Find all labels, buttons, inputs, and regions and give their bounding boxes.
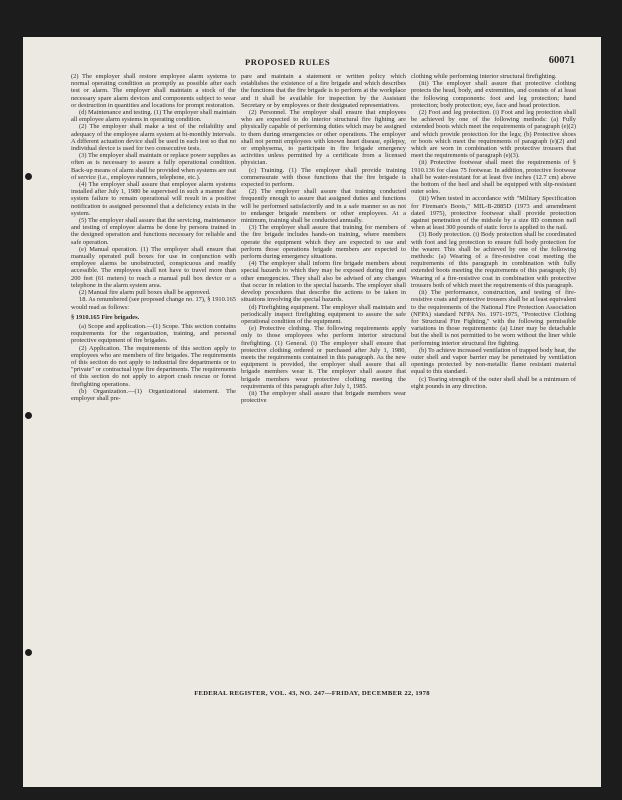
paragraph: (c) Tearing strength of the outer shell shall be a minimum of eight pounds in any direction. <box>411 375 576 390</box>
punch-hole <box>25 173 32 180</box>
paragraph: (2) Foot and leg protection. (i) Foot and leg protection shall be achieved by one of the following methods: (a) Fully extended boots which meet the requirements of paragraph (e)(2) and which provide protection for the legs; (b) Protective shoes or boots which meet the requirements of paragraph (e)(2) and which are worn in combination with protective trousers that meet the requirements of paragraph (e)(3). <box>411 109 576 160</box>
paragraph: (2) Application. The requirements of this section apply to employees who are members of fire brigades. The requirements of this section do not apply to industrial fire departments or to "private" or contractual type fire departments. The requirements of this section do not apply to airport crash rescue or forest firefighting operations. <box>71 344 236 388</box>
paragraph: (4) The employer shall assure that employee alarm systems installed after July 1, 1980 be supervised in such a manner that system failure to remain operational will result in a positive notification to assigned personnel that a deficiency exists in the system. <box>71 181 236 217</box>
page-number: 60071 <box>548 55 575 66</box>
header-title: PROPOSED RULES <box>245 57 331 67</box>
paragraph: (b) To achieve increased ventilation of trapped body heat, the outer shell and vapor barrier may be penetrated by ventilation openings protected by non-metallic flame resistant material equal to this standard. <box>411 346 576 376</box>
page-header <box>23 57 601 71</box>
section-heading: § 1910.165 Fire brigades. <box>71 313 140 321</box>
document-page <box>23 37 601 787</box>
paragraph: (iii) When tested in accordance with "Military Specification for Fireman's Boots," MIL-B-2885D (1973 and amendment dated 1975), protective footwear shall provide protection against penetration of the midsole by a size 8D common nail when at least 300 pounds of static force is applied to the nail. <box>411 195 576 232</box>
paragraph: clothing while performing interior structural firefighting. <box>411 73 557 80</box>
paragraph: (e) Protective clothing. The following requirements apply only to those employees who perform interior structural firefighting. (1) General. (i) The employer shall ensure that protective clothing ordered or purchased after July 1, 1980, meets the requirements contained in this paragraph. As the new equipment is provided, the employer shall assure that all brigade members wear it. The employer shall assure that brigade members wear protective clothing meeting the requirements of this paragraph after July 1, 1985. <box>241 325 406 390</box>
paragraph: (e) Manual operation. (1) The employer shall ensure that manually operated pull boxes for use in conjunction with employee alarms be unobstructed, conspicuous and readily accessible. The employees shall not have to travel more than 200 feet (61 meters) to reach a manual pull box device or a telephone in the alarm system area. <box>71 245 236 289</box>
paragraph: (3) The employer shall maintain or replace power supplies as often as is necessary to assure a fully operational condition. Back-up means of alarm shall be provided when systems are out of service (i.e., employee runners, telephone, etc.). <box>71 152 236 181</box>
paragraph: (5) The employer shall assure that the servicing, maintenance and testing of employee alarms be done by persons trained in the designed operation and functions necessary for reliable and safe operation. <box>71 217 236 246</box>
paragraph: (d) Maintenance and testing. (1) The employer shall maintain all employee alarm systems in operating condition. <box>71 109 236 124</box>
text-column-2 <box>241 73 406 673</box>
paragraph: (b) Organization.—(1) Organizational statement. The employer shall pre- <box>71 387 236 402</box>
paragraph: pare and maintain a statement or written policy which establishes the existence of a fire brigade and which describes the functions that the fire brigade is to perform at the workplace and it shall be available for inspection by the Assistant Secretary or by employees or their designated representatives. <box>241 73 406 109</box>
paragraph: (ii) The performance, construction, and testing of fire-resistive coats and protective trousers shall be at least equivalent to the requirements of the National Fire Protection Association (NFPA) standard NFPA No. 1971-1975, "Protective Clothing for Structural Fire Fighting," with the following permissible variations in those requirements: (a) Liner may be detachable but the shell is not permitted to be worn without the liner while performing interior structural fire fighting. <box>411 289 576 347</box>
paragraph: (c) Training. (1) The employer shall provide training commensurate with those functions that the fire brigade is expected to perform. <box>241 166 406 189</box>
paragraph: (3) The employer shall assure that training for members of the fire brigade includes hands-on training, where members operate the equipment which they are expected to use and perform those operations brigade members are expected to perform during emergency situations. <box>241 224 406 261</box>
paragraph: (a) Scope and application.—(1) Scope. This section contains requirements for the organization, training, and personal protective equipment of fire brigades. <box>71 322 236 345</box>
punch-hole <box>25 412 32 419</box>
paragraph: (2) The employer shall restore employee alarm systems to normal operating condition as promptly as possible after each test or alarm. The employer shall maintain a stock of the necessary spare alarm devices and components subject to wear or destruction in quantities and locations for prompt restoration. <box>71 73 236 109</box>
page-footer: FEDERAL REGISTER, VOL. 43, NO. 247—FRIDAY, DECEMBER 22, 1978 <box>194 690 430 697</box>
paragraph: (ii) The employer shall assure that brigade members wear protective <box>241 389 406 405</box>
text-column-3 <box>411 73 576 673</box>
paragraph: (2) Personnel. The employer shall ensure that employees who are expected to do interior structural fire fighting are physically capable of performing duties which may be assigned to them during emergencies or other operations. The employer shall not permit employees with known heart disease, epilepsy, or emphysema, to participate in fire brigade emergency activities unless permitted by a certificate from a licensed physician. <box>241 109 406 167</box>
paragraph: (ii) Protective footwear shall meet the requirements of § 1910.136 for class 75 footwear. In addition, protective footwear shall be water-resistant for at least five inches (12.7 cm) above the bottom of the heel and shall be equipped with slip-resistant outer soles. <box>411 159 576 196</box>
paragraph: (2) The employer shall assure that training conducted frequently enough to assure that assigned duties and functions will be performed satisfactorily and in a safe manner so as not to endanger brigade members or other employees. At a minimum, training shall be conducted annually. <box>241 188 406 225</box>
paragraph: 18. As renumbered (see proposed change no. 17), § 1910.165 would read as follows: <box>71 296 236 311</box>
text-column-1 <box>71 73 236 673</box>
paragraph: (2) Manual fire alarm pull boxes shall be approved. <box>79 289 211 297</box>
paragraph: (3) Body protection. (i) Body protection shall be coordinated with foot and leg protection to ensure full body protection for the wearer. This shall be achieved by one of the following methods: (a) Wearing of a fire-resistive coat meeting the requirements of this paragraph in combination with fully extended boots meeting the requirements of this paragraph; (b) Wearing of a fire-resistive coat in combination with protective trousers both of which meet the requirements of this paragraph. <box>411 231 576 289</box>
paragraph: (2) The employer shall make a test of the reliability and adequacy of the employee alarm system at bi-monthly intervals. A different actuation device shall be used in each test so that no individual device is used for two consecutive tests. <box>71 123 236 153</box>
paragraph: (d) Firefighting equipment. The employer shall maintain and periodically inspect firefighting equipment to assure the safe operational condition of the equipment. <box>241 303 406 325</box>
paragraph: (iii) The employer shall assure that protective clothing protects the head, body, and extremities, and consists of at least the following components: foot and leg protection; hand protection; body protection; eye, face and head protection. <box>411 80 576 109</box>
paragraph: (4) The employer shall inform fire brigade members about special hazards to which they may be exposed during fire and other emergencies. They shall also be advised of any changes that occur in relation to the special hazards. The employer shall develop procedures that describe the actions to be taken in situations involving the special hazards. <box>241 260 406 304</box>
punch-hole <box>25 649 32 656</box>
